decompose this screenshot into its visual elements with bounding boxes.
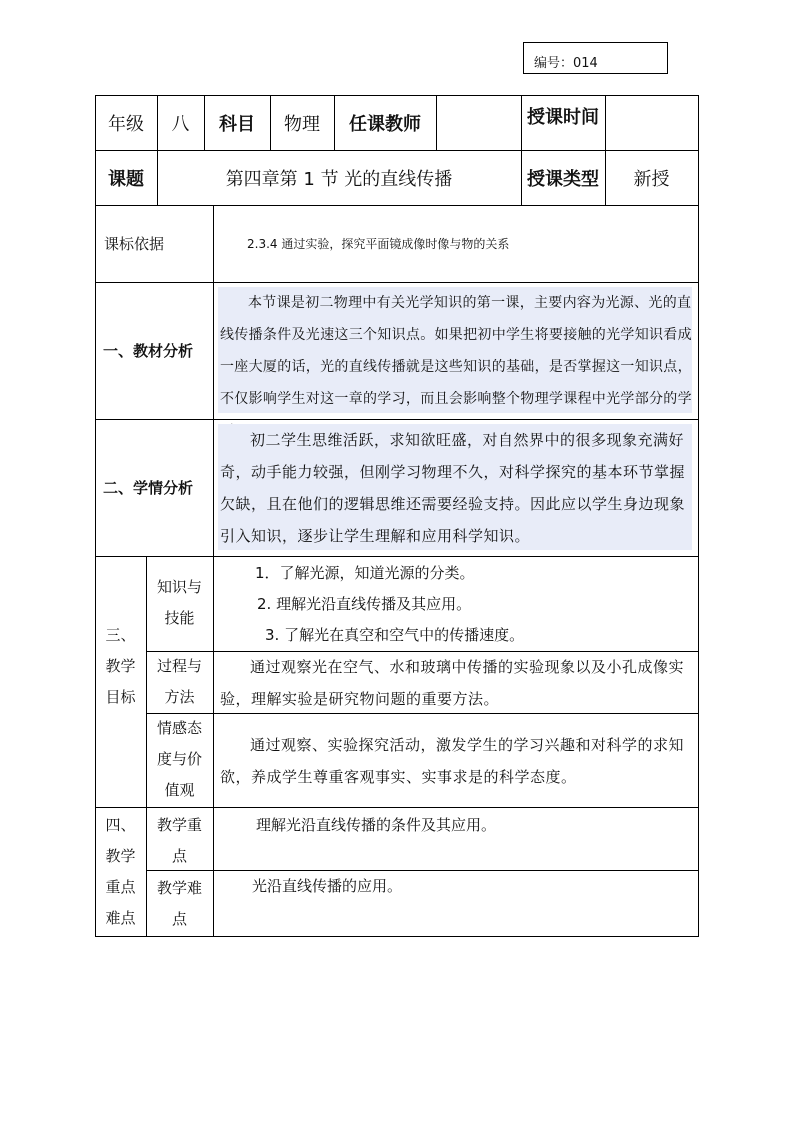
emotion-text: 通过观察、实验探究活动，激发学生的学习兴趣和对科学的求知欲，养成学生尊重客观事实、实事求是的科学态度。	[220, 736, 685, 786]
teaching-difficulty-label: 教学难 点	[156, 879, 202, 928]
grade-value: 八	[171, 113, 190, 135]
teaching-difficulty-text: 光沿直线传播的应用。	[252, 877, 403, 895]
process-text: 通过观察光在空气、水和玻璃中传播的实验现象以及小孔成像实验，理解实验是研究物问题的重要方法。	[220, 658, 685, 708]
objectives-label-line1: 三、	[105, 626, 136, 644]
time-label: 授课时间	[527, 107, 599, 128]
key-points-label: 四、 教学 重点 难点	[105, 816, 136, 927]
objectives-label	[95, 620, 146, 713]
subject-value: 物理	[284, 113, 320, 135]
knowledge-item-3: 3. 了解光在真空和空气中的传播速度。	[265, 626, 525, 644]
knowledge-items	[255, 558, 685, 651]
objectives-label-line3: 目标	[105, 688, 136, 706]
standard-text: 2.3.4 通过实验，探究平面镜成像时像与物的关系	[247, 237, 510, 251]
knowledge-item-1: 1．了解光源，知道光源的分类。	[255, 564, 475, 582]
student-analysis-label: 二、学情分析	[103, 479, 194, 497]
textbook-analysis-label: 一、教材分析	[103, 342, 194, 360]
student-analysis-text: 初二学生思维活跃，求知欲旺盛，对自然界中的很多现象充满好奇，动手能力较强，但刚学习物理不久，对科学探究的基本环节掌握欠缺，且在他们的逻辑思维还需要经验支持。因此应以学生身边现象引入知识，逐步让学生理解和应用科学知识。	[220, 431, 686, 545]
textbook-analysis-text: 本节课是初二物理中有关光学知识的第一课，主要内容为光源、光的直线传播条件及光速这三个知识点。如果把初中学生将要接触的光学知识看成一座大厦的话，光的直线传播就是这些知识的基础，是否掌握这一知识点，不仅影响学生对这一章的学习，而且会影响整个物理学课程中光学部分的学	[220, 295, 692, 407]
teacher-value	[436, 95, 521, 150]
process-methods-label: 过程与 方法	[156, 657, 202, 706]
topic-label: 课题	[108, 168, 144, 190]
topic-value: 第四章第 1 节 光的直线传播	[225, 168, 453, 190]
doc-number: 编号：014	[534, 56, 598, 71]
time-value	[605, 95, 698, 150]
teacher-label: 任课教师	[349, 113, 421, 135]
standard-label: 课标依据	[104, 235, 165, 253]
emotion-values-label: 情感态 度与价 值观	[156, 719, 202, 799]
objectives-label-line2: 教学	[105, 657, 136, 675]
knowledge-skills-label: 知识与 技能	[156, 578, 202, 627]
lesson-type-label: 授课类型	[527, 168, 599, 190]
doc-number-box	[523, 42, 668, 74]
grade-label: 年级	[108, 113, 144, 135]
teaching-focus-label: 教学重 点	[156, 816, 202, 865]
lesson-type-value: 新授	[633, 168, 670, 190]
teaching-focus-text: 理解光沿直线传播的条件及其应用。	[256, 816, 497, 834]
subject-label: 科目	[219, 113, 255, 135]
knowledge-item-2: 2. 理解光沿直线传播及其应用。	[257, 595, 472, 613]
